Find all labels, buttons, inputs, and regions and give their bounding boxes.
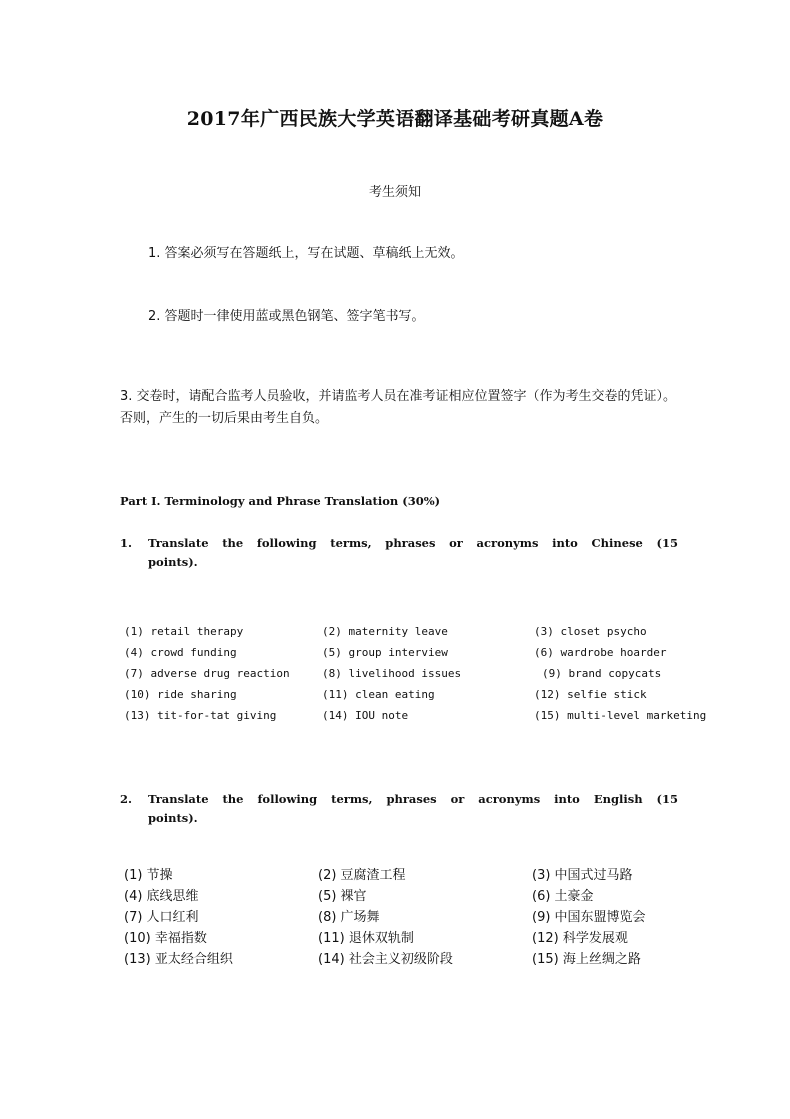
term-item: (3) closet psycho — [534, 625, 647, 638]
rule-2: 2. 答题时一律使用蓝或黑色钢笔、签字笔书写。 — [148, 309, 425, 324]
term-item: (14) 社会主义初级阶段 — [318, 952, 453, 967]
term-item: (15) 海上丝绸之路 — [532, 952, 641, 967]
term-item: (2) maternity leave — [322, 625, 448, 638]
question-2-text: Translate the following terms, phrases or acronyms into English (15 points). — [148, 792, 678, 825]
term-item: (5) group interview — [322, 646, 448, 659]
term-item: (2) 豆腐渣工程 — [318, 868, 406, 883]
term-item: (3) 中国式过马路 — [532, 868, 633, 883]
term-item: (5) 裸官 — [318, 889, 367, 904]
term-item: (4) crowd funding — [124, 646, 237, 659]
term-item: (7) 人口红利 — [124, 910, 199, 925]
term-item: (6) 土豪金 — [532, 889, 594, 904]
term-item: (9) 中国东盟博览会 — [532, 910, 646, 925]
term-item: (9) brand copycats — [542, 667, 662, 680]
term-item: (13) 亚太经合组织 — [124, 952, 233, 967]
term-item: (7) adverse drug reaction — [124, 667, 290, 680]
question-2-number: 2. — [120, 792, 133, 806]
term-item: (8) livelihood issues — [322, 667, 462, 680]
term-item: (10) 幸福指数 — [124, 931, 207, 946]
document-title: 2017年广西民族大学英语翻译基础考研真题A卷 — [186, 108, 604, 130]
term-item: (8) 广场舞 — [318, 910, 380, 925]
term-item: (13) tit-for-tat giving — [124, 709, 277, 722]
term-item: (14) IOU note — [322, 709, 409, 722]
term-item: (1) retail therapy — [124, 625, 244, 638]
term-item: (1) 节操 — [124, 868, 173, 883]
rule-3: 3. 交卷时，请配合监考人员验收，并请监考人员在准考证相应位置签字（作为考生交卷的凭证）。否则，产生的一切后果由考生自负。 — [120, 389, 677, 426]
question-1-text: Translate the following terms, phrases or acronyms into Chinese (15 points). — [148, 536, 678, 569]
term-item: (12) selfie stick — [534, 688, 647, 701]
term-item: (4) 底线思维 — [124, 889, 199, 904]
term-item: (12) 科学发展观 — [532, 931, 628, 946]
rule-1: 1. 答案必须写在答题纸上，写在试题、草稿纸上无效。 — [148, 246, 464, 261]
term-item: (11) clean eating — [322, 688, 435, 701]
notice-heading: 考生须知 — [368, 185, 421, 200]
question-1-number: 1. — [120, 536, 133, 550]
term-item: (11) 退休双轨制 — [318, 931, 414, 946]
term-item: (15) multi-level marketing — [534, 709, 707, 722]
term-item: (6) wardrobe hoarder — [534, 646, 667, 659]
part1-heading: Part I. Terminology and Phrase Translation (30%) — [120, 494, 441, 508]
term-item: (10) ride sharing — [124, 688, 237, 701]
